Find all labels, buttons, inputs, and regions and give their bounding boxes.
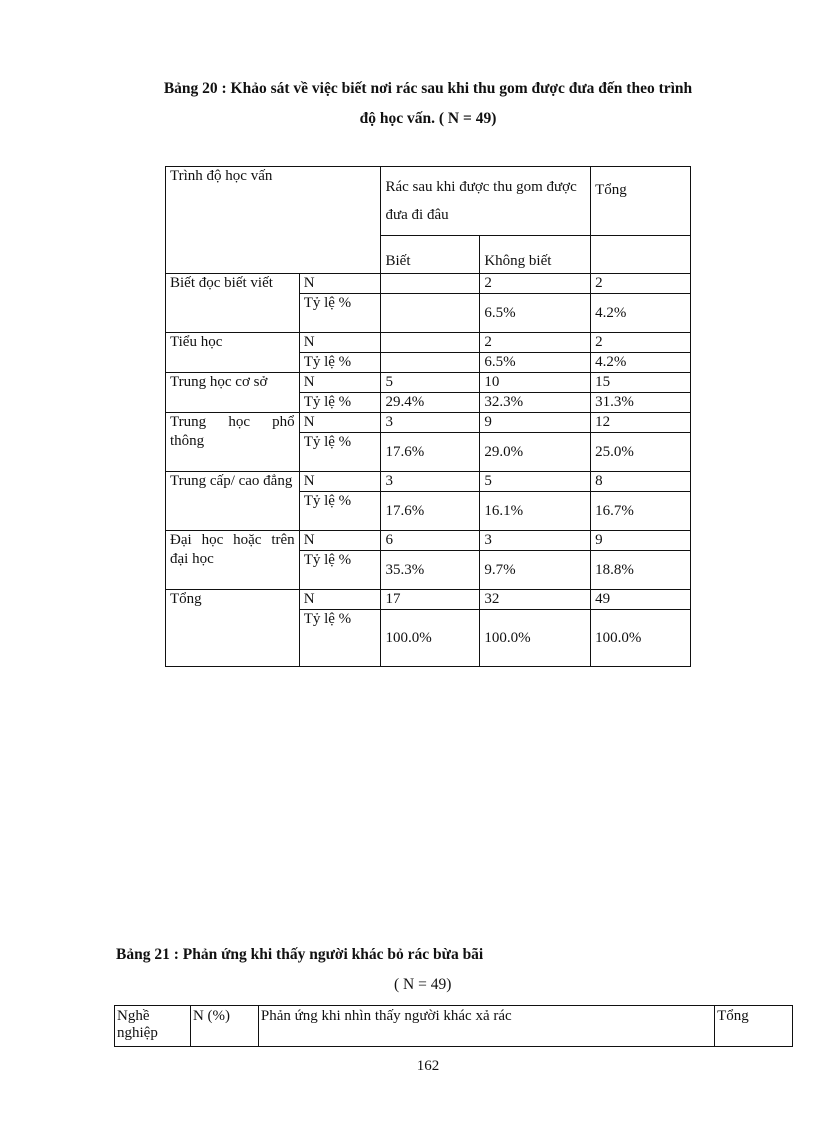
table20-row-n [166,373,691,393]
pct-cell: 9.7% [480,551,591,590]
n-cell: 3 [480,531,591,551]
header-occupation: Nghề nghiệp [115,1006,191,1047]
pct-cell: 29.4% [381,393,480,413]
n-cell [381,333,480,353]
header-empty [591,236,691,274]
n-cell: 8 [591,472,691,492]
pct-cell: 16.7% [591,492,691,531]
pct-cell: 100.0% [591,610,691,667]
pct-label: Tỷ lệ % [299,433,381,472]
pct-label: Tỷ lệ % [299,353,381,373]
n-label: N [299,472,381,492]
header-group: Rác sau khi được thu gom được đưa đi đâu [381,167,591,236]
pct-cell [381,353,480,373]
row-label: Trung học cơ sở [166,373,300,413]
table20-caption [60,74,796,134]
pct-cell: 17.6% [381,433,480,472]
n-label: N [299,590,381,610]
table20-caption-line2: độ học vấn. ( N = 49) [359,110,497,127]
pct-label: Tỷ lệ % [299,393,381,413]
n-cell: 5 [381,373,480,393]
pct-cell [381,294,480,333]
table21-header-row [115,1006,793,1047]
n-cell: 2 [591,333,691,353]
header-known: Biết [381,236,480,274]
header-total: Tổng [715,1006,793,1047]
header-n-pct: N (%) [190,1006,258,1047]
pct-cell: 4.2% [591,294,691,333]
n-cell: 32 [480,590,591,610]
table20-row-n [166,590,691,610]
table20-row-n [166,472,691,492]
row-label: Trung cấp/ cao đẳng [166,472,300,531]
row-label: Đại học hoặc trên đại học [166,531,300,590]
pct-cell: 100.0% [381,610,480,667]
n-cell [381,274,480,294]
header-unknown: Không biết [480,236,591,274]
n-cell: 2 [480,274,591,294]
page-number: 162 [416,1058,440,1074]
table21 [114,1005,793,1047]
pct-cell: 18.8% [591,551,691,590]
n-label: N [299,333,381,353]
n-cell: 2 [480,333,591,353]
table20 [165,166,691,667]
n-label: N [299,531,381,551]
n-cell: 9 [591,531,691,551]
pct-cell: 31.3% [591,393,691,413]
pct-cell: 100.0% [480,610,591,667]
pct-cell: 16.1% [480,492,591,531]
row-label: Trung học phổ thông [166,413,300,472]
pct-cell: 35.3% [381,551,480,590]
table21-subcaption: ( N = 49) [394,976,452,993]
table20-row-n [166,531,691,551]
header-reaction: Phản ứng khi nhìn thấy người khác xả rác [258,1006,714,1047]
n-cell: 12 [591,413,691,433]
row-label: Biết đọc biết viết [166,274,300,333]
pct-cell: 6.5% [480,294,591,333]
pct-cell: 4.2% [591,353,691,373]
pct-cell: 32.3% [480,393,591,413]
n-cell: 17 [381,590,480,610]
n-cell: 10 [480,373,591,393]
n-cell: 49 [591,590,691,610]
pct-label: Tỷ lệ % [299,551,381,590]
row-label: Tổng [166,590,300,667]
pct-cell: 25.0% [591,433,691,472]
n-cell: 9 [480,413,591,433]
table20-caption-line1: Bảng 20 : Khảo sát về việc biết nơi rác sau khi thu gom được đưa đến theo trình [163,80,693,97]
table20-row-n [166,413,691,433]
n-cell: 3 [381,413,480,433]
table20-row-n [166,333,691,353]
header-level: Trình độ học vấn [166,167,381,274]
n-cell: 5 [480,472,591,492]
n-cell: 15 [591,373,691,393]
n-label: N [299,373,381,393]
n-cell: 3 [381,472,480,492]
n-label: N [299,413,381,433]
pct-cell: 29.0% [480,433,591,472]
pct-cell: 17.6% [381,492,480,531]
pct-label: Tỷ lệ % [299,492,381,531]
pct-label: Tỷ lệ % [299,610,381,667]
table21-caption: Bảng 21 : Phản ứng khi thấy người khác bỏ rác bừa bãi [116,946,484,963]
n-label: N [299,274,381,294]
pct-cell: 6.5% [480,353,591,373]
table20-header-row [166,167,691,236]
row-label: Tiểu học [166,333,300,373]
header-total: Tổng [591,167,691,236]
table20-row-n [166,274,691,294]
pct-label: Tỷ lệ % [299,294,381,333]
n-cell: 6 [381,531,480,551]
n-cell: 2 [591,274,691,294]
